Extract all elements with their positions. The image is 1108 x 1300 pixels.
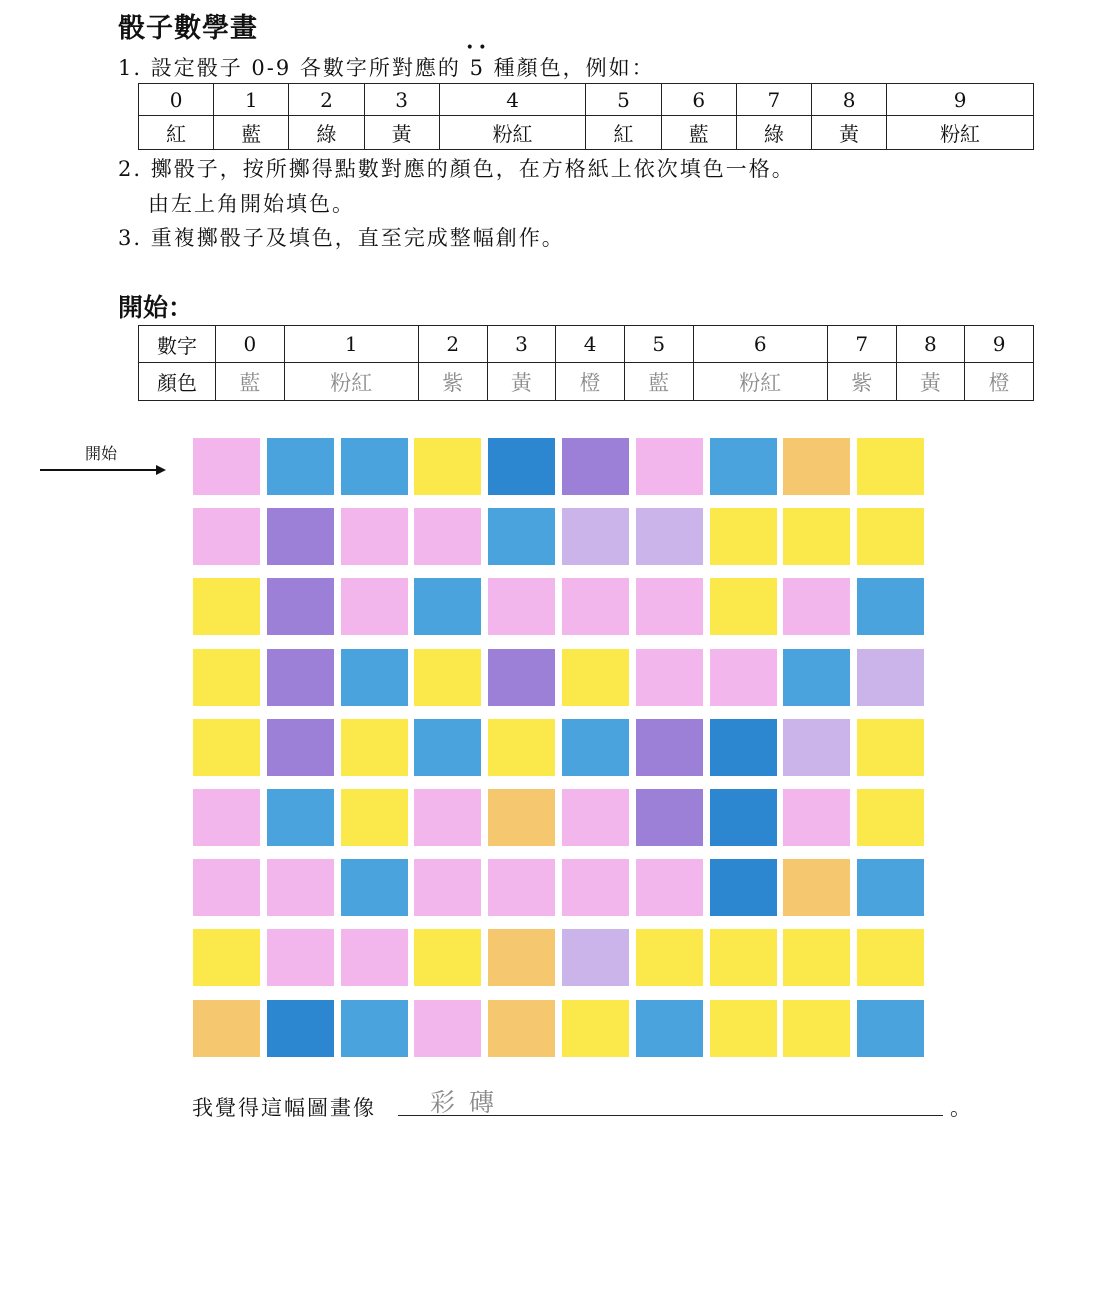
student-color-cell: 紫 [827, 363, 896, 401]
grid-cell [783, 438, 850, 495]
student-number-cell: 5 [624, 326, 693, 363]
step-2-continued: 由左上角開始填色。 [148, 192, 355, 216]
grid-cell [267, 578, 334, 635]
grid-cell [488, 508, 555, 565]
grid-cell [710, 438, 777, 495]
student-color-cell: 黃 [896, 363, 965, 401]
grid-cell [414, 929, 481, 986]
student-color-table [138, 325, 1034, 401]
worksheet-title: 骰子數學畫 [118, 13, 258, 44]
grid-cell [783, 649, 850, 706]
grid-cell [562, 649, 629, 706]
grid-cell [636, 719, 703, 776]
grid-cell [488, 438, 555, 495]
grid-cell [488, 789, 555, 846]
grid-cell [193, 859, 260, 916]
grid-cell [267, 508, 334, 565]
grid-cell [414, 789, 481, 846]
grid-cell [857, 508, 924, 565]
example-number-cell: 5 [586, 84, 661, 116]
step-3: 3. 重複擲骰子及填色，直至完成整幅創作。 [118, 226, 565, 250]
color-grid [190, 432, 928, 1064]
grid-cell [783, 508, 850, 565]
grid-cell [414, 438, 481, 495]
grid-cell [341, 859, 408, 916]
student-number-cell: 6 [693, 326, 827, 363]
grid-cell [710, 719, 777, 776]
grid-cell [783, 578, 850, 635]
step-2: 2. 擲骰子，按所擲得點數對應的顏色，在方格紙上依次填色一格。 [118, 157, 795, 181]
grid-cell [710, 789, 777, 846]
example-color-cell: 藍 [661, 116, 736, 150]
example-color-cell: 黃 [811, 116, 886, 150]
example-color-cell: 藍 [214, 116, 289, 150]
student-color-row [139, 363, 1034, 401]
grid-cell [341, 719, 408, 776]
example-color-cell: 粉紅 [887, 116, 1034, 150]
student-number-cell: 3 [487, 326, 556, 363]
grid-cell [193, 649, 260, 706]
example-color-cell: 紅 [139, 116, 214, 150]
student-number-cell: 4 [556, 326, 625, 363]
grid-cell [562, 508, 629, 565]
grid-cell [267, 719, 334, 776]
grid-cell [783, 859, 850, 916]
example-number-cell: 8 [811, 84, 886, 116]
student-color-cell: 紫 [418, 363, 487, 401]
grid-cell [636, 929, 703, 986]
grid-cell [414, 719, 481, 776]
student-color-cell: 藍 [216, 363, 285, 401]
grid-cell [488, 719, 555, 776]
grid-cell [193, 438, 260, 495]
example-color-cell: 綠 [736, 116, 811, 150]
grid-cell [857, 649, 924, 706]
example-number-cell: 9 [887, 84, 1034, 116]
grid-cell [193, 578, 260, 635]
grid-cell [562, 578, 629, 635]
grid-cell [267, 789, 334, 846]
answer-handwriting: 彩磚 [430, 1088, 509, 1117]
grid-cell [636, 578, 703, 635]
grid-cell [562, 719, 629, 776]
grid-cell [636, 859, 703, 916]
answer-prompt: 我覺得這幅圖畫像 [192, 1096, 376, 1120]
grid-cell [267, 649, 334, 706]
grid-cell [414, 508, 481, 565]
grid-cell [783, 789, 850, 846]
student-color-cell: 粉紅 [693, 363, 827, 401]
student-color-cell: 藍 [624, 363, 693, 401]
grid-cell [488, 578, 555, 635]
grid-cell [636, 789, 703, 846]
student-color-cell: 橙 [556, 363, 625, 401]
example-color-row [139, 116, 1034, 150]
grid-cell [857, 789, 924, 846]
grid-cell [783, 719, 850, 776]
student-color-cell: 橙 [965, 363, 1034, 401]
grid-cell [341, 789, 408, 846]
example-color-cell: 綠 [289, 116, 364, 150]
grid-cell [857, 929, 924, 986]
color-header: 顏色 [139, 363, 216, 401]
number-header: 數字 [139, 326, 216, 363]
grid-cell [341, 508, 408, 565]
student-color-cell: 粉紅 [284, 363, 418, 401]
grid-cell [193, 929, 260, 986]
grid-cell [414, 859, 481, 916]
grid-cell [710, 929, 777, 986]
grid-cell [341, 929, 408, 986]
grid-cell [857, 438, 924, 495]
grid-cell [193, 719, 260, 776]
grid-cell [267, 1000, 334, 1057]
grid-cell [488, 859, 555, 916]
grid-cell [341, 1000, 408, 1057]
example-number-cell: 7 [736, 84, 811, 116]
grid-cell [193, 508, 260, 565]
grid-cell [636, 438, 703, 495]
grid-cell [414, 649, 481, 706]
grid-cell [562, 438, 629, 495]
start-arrow-icon [40, 462, 168, 478]
grid-cell [341, 578, 408, 635]
step-1-text-post: 種顏色，例如： [484, 56, 655, 80]
student-number-cell: 9 [965, 326, 1034, 363]
grid-cell [710, 508, 777, 565]
example-color-table [138, 83, 1034, 150]
example-color-cell: 粉紅 [439, 116, 586, 150]
grid-cell [562, 789, 629, 846]
grid-cell [414, 578, 481, 635]
grid-cell [710, 578, 777, 635]
grid-cell [193, 1000, 260, 1057]
grid-cell [488, 1000, 555, 1057]
grid-cell [414, 1000, 481, 1057]
example-number-cell: 1 [214, 84, 289, 116]
example-color-cell: 黃 [364, 116, 439, 150]
grid-cell [267, 438, 334, 495]
example-number-cell: 3 [364, 84, 439, 116]
student-number-cell: 0 [216, 326, 285, 363]
grid-cell [488, 649, 555, 706]
grid-cell [341, 649, 408, 706]
student-number-row [139, 326, 1034, 363]
grid-cell [857, 1000, 924, 1057]
grid-cell [562, 859, 629, 916]
grid-cell [636, 649, 703, 706]
student-color-cell: 黃 [487, 363, 556, 401]
step-1-text-pre: 1. 設定骰子 0-9 各數字所對應的 [118, 56, 470, 80]
grid-cell [636, 508, 703, 565]
example-number-cell: 0 [139, 84, 214, 116]
grid-cell [857, 859, 924, 916]
grid-cell [783, 929, 850, 986]
example-color-cell: 紅 [586, 116, 661, 150]
grid-cell [857, 578, 924, 635]
example-number-cell: 6 [661, 84, 736, 116]
answer-period: 。 [950, 1096, 971, 1120]
student-number-cell: 7 [827, 326, 896, 363]
example-number-row [139, 84, 1034, 116]
student-number-cell: 8 [896, 326, 965, 363]
grid-cell [267, 859, 334, 916]
grid-cell [857, 719, 924, 776]
grid-cell [562, 929, 629, 986]
grid-cell [341, 438, 408, 495]
grid-cell [267, 929, 334, 986]
grid-cell [710, 859, 777, 916]
grid-cell [193, 789, 260, 846]
step-1 [118, 52, 655, 82]
grid-cell [710, 1000, 777, 1057]
example-number-cell: 2 [289, 84, 364, 116]
student-number-cell: 1 [284, 326, 418, 363]
grid-cell [562, 1000, 629, 1057]
start-heading: 開始： [118, 293, 194, 322]
student-number-cell: 2 [418, 326, 487, 363]
grid-cell [636, 1000, 703, 1057]
start-arrow-label: 開始 [85, 444, 118, 463]
example-number-cell: 4 [439, 84, 586, 116]
grid-cell [710, 649, 777, 706]
step-1-emphasis-number: • • 5 [470, 56, 485, 80]
grid-cell [488, 929, 555, 986]
grid-cell [783, 1000, 850, 1057]
